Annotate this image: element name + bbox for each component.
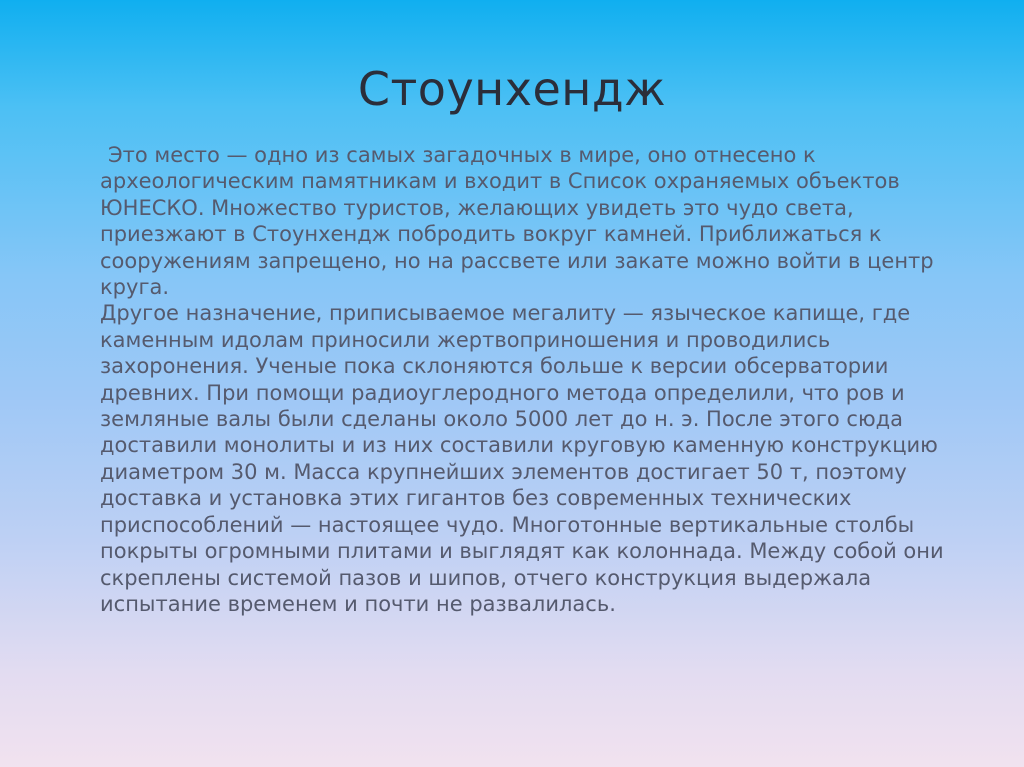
slide-title: Стоунхендж [357,62,667,116]
body-paragraph-intro: Это место — одно из самых загадочных в мире, оно отнесено к археологическим памятникам и входит в Список охраняемых объектов ЮНЕСКО. Множество туристов, желающих увидеть это чудо света, приезжают в Стоунхендж побродить вокруг камней. Приближаться к сооружениям запрещено, но на рассвете или закате можно войти в центр круга. [100,143,934,300]
body-paragraph-purpose: Другое назначение, приписываемое мегалиту — языческое капище, где каменным идолам приносили жертвоприношения и проводились захоронения. Ученые пока склоняются больше к версии обсерватории древних. При помощи радиоуглеродного метода определили, что ров и земляные валы были сделаны около 5000 лет до н. э. После этого сюда доставили монолиты и из них составили круговую каменную конструкцию диаметром 30 м. Масса крупнейших элементов достигает 50 т, поэтому доставка и установка этих гигантов без современных технических приспособлений — настоящее чудо. Многотонные вертикальные столбы покрыты огромными плитами и выглядят как колоннада. Между собой они скреплены системой пазов и шипов, отчего конструкция выдержала испытание временем и почти не развалилась. [100,301,944,616]
slide-body-text [100,142,980,617]
